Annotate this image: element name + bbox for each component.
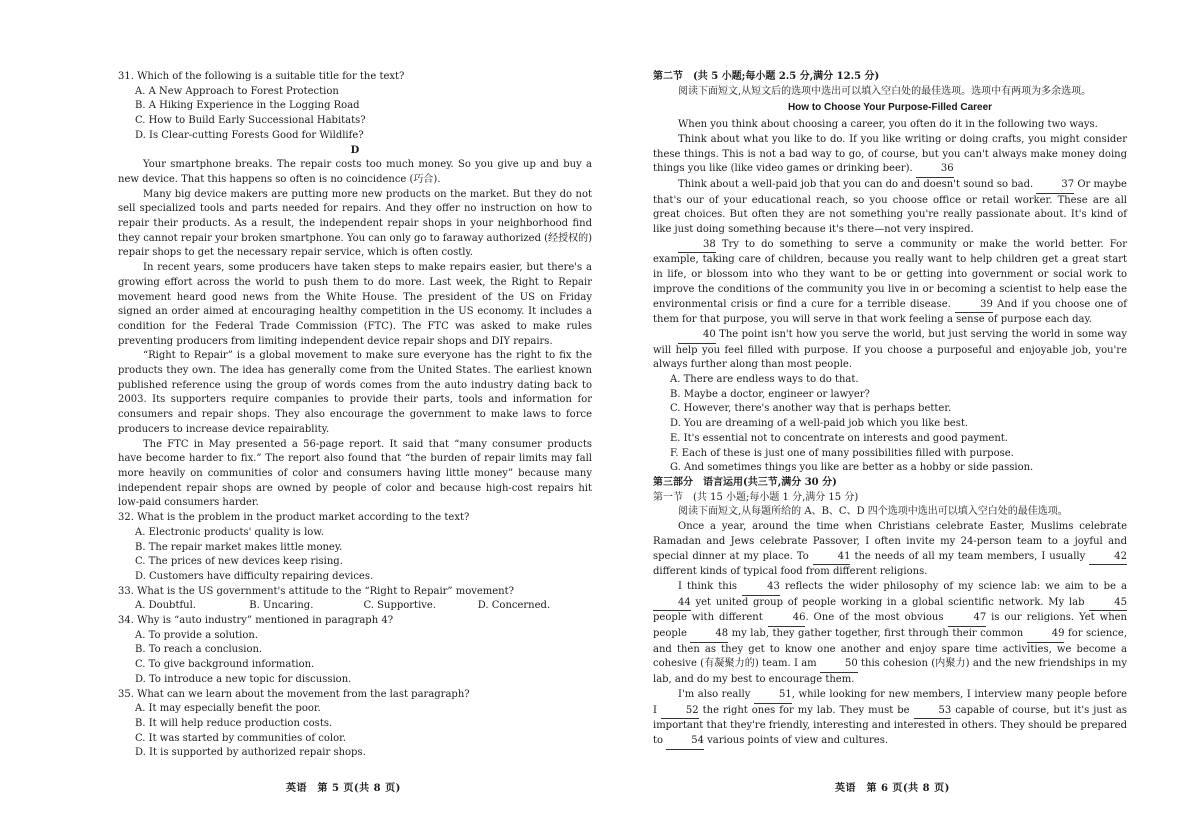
q32-option-b: B. The repair market makes little money. bbox=[135, 541, 343, 553]
question-33-stem: 33. What is the US government's attitude to the “Right to Repair” movement? bbox=[118, 585, 515, 597]
cloze-p2-text-b: reflects the wider philosophy of my science lab: we aim to be a bbox=[784, 580, 1127, 592]
passage-d-paragraph-5: The FTC in May presented a 56-page report. It said that “many consumer products have become harder to fix.” The report also found that “the burden of repair limits may fall more heavily on communities of color and consumers having little money” because many independent repair shops are owned by people of color and because high-cost repairs hit low-paid consumers harder. bbox=[118, 438, 592, 509]
passage-paragraph-5 bbox=[653, 328, 1127, 373]
q31-option-a: A. A New Approach to Forest Protection bbox=[135, 85, 339, 97]
passage-p5-text: The point isn't how you serve the world, but just serving the world in some way will help you feel filled with purpose. If you choose a purposeful and enjoyable job, you're always further along than most people. bbox=[653, 328, 1128, 371]
blank-50[interactable]: 50 bbox=[820, 657, 858, 673]
cloze-p2-text-i: this cohesion (内聚力) and the new friendships in my lab, and do my best to encourage them. bbox=[653, 658, 1127, 686]
q31-option-c: C. How to Build Early Successional Habitats? bbox=[135, 115, 366, 127]
q35-option-d: D. It is supported by authorized repair shops. bbox=[135, 747, 366, 759]
option-d: D. You are dreaming of a well-paid job which you like best. bbox=[670, 418, 969, 430]
part-3-instruction: 阅读下面短文,从每题所给的 A、B、C、D 四个选项中选出可以填入空白处的最佳选项。 bbox=[678, 506, 1068, 518]
left-page bbox=[118, 70, 592, 761]
blank-43[interactable]: 43 bbox=[742, 580, 780, 596]
page-footer-left: 英语 第 5 页(共 8 页) bbox=[286, 783, 401, 794]
option-e: E. It's essential not to concentrate on interests and good payment. bbox=[670, 432, 1008, 444]
cloze-paragraph-3 bbox=[653, 688, 1127, 750]
q31-option-b: B. A Hiking Experience in the Logging Road bbox=[135, 100, 360, 112]
cloze-p3-text-b: , while looking for new members, I interview many people before I bbox=[653, 688, 1128, 716]
passage-paragraph-2 bbox=[653, 133, 1127, 178]
passage-d-paragraph-4: “Right to Repair” is a global movement to make sure everyone has the right to fix the products they own. The idea has generally come from the United States. The earliest known published reference using the group of words comes from the auto industry dating back to 2003. Its supporters require companies to provide their parts, tools and information for consumers and repair shops. They also encourage the government to make laws to force producers to increase device repairablity. bbox=[118, 350, 592, 435]
blank-37[interactable]: 37 bbox=[1036, 178, 1074, 194]
blank-42[interactable]: 42 bbox=[1089, 550, 1127, 566]
passage-paragraph-1: When you think about choosing a career, you often do it in the following two ways. bbox=[678, 119, 1098, 131]
q34-option-c: C. To give background information. bbox=[135, 659, 315, 671]
passage-p4-text-a: Try to do something to serve a community or make the world better. For example, taking care of children, because you really want to help children get a great start in life, or blossom into who they want to be or getting into government or social work to improve the conditions of the community you live in or becoming a scientist to help ease the environmental crisis or find a cure for a terrible disease. bbox=[653, 238, 1127, 310]
cloze-p3-text-d: capable of course, but it's just as important that they're friendly, interesting and interested in others. They should be prepared to bbox=[653, 704, 1127, 746]
q35-option-b: B. It will help reduce production costs. bbox=[135, 717, 333, 729]
passage-d-paragraph-1: Your smartphone breaks. The repair costs too much money. So you give up and buy a new device. That this happens so often is no coincidence (巧合). bbox=[118, 159, 592, 185]
passage-p4-text-b: And if you choose one of them for that purpose, you will serve in that work feeling a sense of purpose each day. bbox=[653, 298, 1127, 326]
question-35-stem: 35. What can we learn about the movement from the last paragraph? bbox=[118, 688, 470, 700]
passage-paragraph-4 bbox=[653, 238, 1127, 328]
blank-41[interactable]: 41 bbox=[813, 550, 851, 566]
right-page bbox=[653, 70, 1127, 750]
blank-38[interactable]: 38 bbox=[678, 238, 716, 254]
cloze-p2-text-e: . One of the most obvious bbox=[805, 612, 944, 624]
cloze-p2-text-c: yet united group of people working in a global scientific network. My lab bbox=[695, 596, 1085, 608]
blank-39[interactable]: 39 bbox=[955, 298, 993, 314]
blank-46[interactable]: 46 bbox=[768, 611, 806, 627]
q33-option-a: A. Doubtful. bbox=[135, 600, 196, 612]
cloze-p2-text-g: my lab, they gather together, first through their common bbox=[731, 628, 1024, 640]
q34-option-d: D. To introduce a new topic for discussion. bbox=[135, 673, 352, 685]
q33-option-b: B. Uncaring. bbox=[249, 600, 314, 612]
blank-36[interactable]: 36 bbox=[916, 162, 954, 178]
section-2-heading: 第二节 (共 5 小题;每小题 2.5 分,满分 12.5 分) bbox=[653, 71, 880, 82]
blank-51[interactable]: 51 bbox=[754, 688, 792, 704]
q35-option-a: A. It may especially benefit the poor. bbox=[135, 703, 321, 715]
blank-40[interactable]: 40 bbox=[678, 328, 716, 344]
q33-options bbox=[118, 599, 592, 614]
passage-d-paragraph-3: In recent years, some producers have taken steps to make repairs easier, but there's a growing effort across the world to push them to do more. Last week, the Right to Repair movement heard good news from the White House. The president of the US on Friday signed an order aimed at encouraging healthy competition in the US economy. It includes a condition for the Federal Trade Commission (FTC). The FTC was asked to make rules preventing producers from limiting independent device repair shops and DIY repairs. bbox=[118, 262, 592, 347]
passage-p2-text: Think about what you like to do. If you like writing or doing crafts, you might consider these things. This is not a bad way to go, of course, but you can't always make money doing things you like (like video games or drinking beer). bbox=[653, 133, 1127, 175]
part-3-heading: 第三部分 语言运用(共三节,满分 30 分) bbox=[653, 476, 837, 488]
passage-title: How to Choose Your Purpose-Filled Career bbox=[787, 102, 993, 114]
question-32-stem: 32. What is the problem in the product market according to the text? bbox=[118, 512, 470, 524]
cloze-p3-text-c: the right ones for my lab. They must be bbox=[702, 704, 910, 716]
q33-option-c: C. Supportive. bbox=[363, 600, 437, 612]
blank-48[interactable]: 48 bbox=[690, 627, 728, 643]
cloze-p2-text-f: is our religions. Yet when people bbox=[653, 612, 1127, 640]
option-g: G. And sometimes things you like are better as a hobby or side passion. bbox=[670, 462, 1034, 474]
cloze-p3-text-a: I'm also really bbox=[678, 688, 751, 700]
option-c: C. However, there's another way that is perhaps better. bbox=[670, 403, 952, 415]
blank-49[interactable]: 49 bbox=[1027, 627, 1065, 643]
q34-option-b: B. To reach a conclusion. bbox=[135, 644, 263, 656]
q32-option-a: A. Electronic products' quality is low. bbox=[135, 526, 324, 538]
q32-option-c: C. The prices of new devices keep rising. bbox=[135, 556, 343, 568]
q33-option-d: D. Concerned. bbox=[477, 600, 551, 612]
passage-d-heading: D bbox=[350, 144, 360, 156]
passage-p3-text-a: Think about a well-paid job that you can do and doesn't sound so bad. bbox=[678, 178, 1034, 190]
blank-53[interactable]: 53 bbox=[914, 704, 952, 720]
cloze-p3-text-e: various points of view and cultures. bbox=[707, 734, 889, 746]
q35-option-c: C. It was started by communities of color. bbox=[135, 732, 346, 744]
cloze-paragraph-1 bbox=[653, 520, 1127, 580]
option-b: B. Maybe a doctor, engineer or lawyer? bbox=[670, 388, 870, 400]
page-footer-right: 英语 第 6 页(共 8 页) bbox=[835, 783, 950, 794]
question-31-stem: 31. Which of the following is a suitable title for the text? bbox=[118, 71, 405, 82]
cloze-p2-text-a: I think this bbox=[678, 580, 738, 592]
option-a: A. There are endless ways to do that. bbox=[670, 374, 859, 386]
cloze-paragraph-2 bbox=[653, 580, 1127, 688]
cloze-p2-text-h: for science, and then as they get to know one another and enjoy spare time activities, we become a cohesive (有凝聚力的) team. I am bbox=[653, 628, 1127, 670]
blank-44[interactable]: 44 bbox=[653, 596, 691, 612]
passage-p3-text-b: Or maybe that's our of your educational reach, so you choose office or retail worker. These are all great choices. But often they are not something you're really passionate about. It's kind of like just doing something because it's there—not very inspired. bbox=[653, 178, 1127, 236]
q32-option-d: D. Customers have difficulty repairing devices. bbox=[135, 570, 374, 582]
cloze-p1-text-b: the needs of all my team members, I usually bbox=[854, 550, 1086, 562]
blank-45[interactable]: 45 bbox=[1089, 596, 1127, 612]
section-2-instruction: 阅读下面短文,从短文后的选项中选出可以填入空白处的最佳选项。选项中有两项为多余选项。 bbox=[678, 85, 1092, 97]
blank-54[interactable]: 54 bbox=[666, 734, 704, 750]
blank-47[interactable]: 47 bbox=[948, 611, 986, 627]
q31-option-d: D. Is Clear-cutting Forests Good for Wildlife? bbox=[135, 129, 364, 141]
blank-52[interactable]: 52 bbox=[661, 704, 699, 720]
q34-option-a: A. To provide a solution. bbox=[135, 629, 259, 641]
cloze-p1-text-a: Once a year, around the time when Christians celebrate Easter, Muslims celebrate Ramadan and Jews celebrate Passover, I often invite my 24-person team to a joyful and special dinner at my place. To bbox=[653, 521, 1127, 562]
part-3-section-1-heading: 第一节 (共 15 小题;每小题 1 分,满分 15 分) bbox=[653, 491, 859, 503]
cloze-p1-text-c: different kinds of typical food from different religions. bbox=[653, 566, 928, 578]
option-f: F. Each of these is just one of many possibilities filled with purpose. bbox=[670, 447, 1014, 459]
question-34-stem: 34. Why is “auto industry” mentioned in paragraph 4? bbox=[118, 615, 394, 627]
passage-d-paragraph-2: Many big device makers are putting more new products on the market. But they do not sell specialized tools and parts needed for repairs. And they offer no instruction on how to repair their products. As a result, the independent repair shops in your neighborhood find they cannot repair your broken smartphone. You can only go to faraway authorized (经授权的) repair shops to get the necessary repair service, which is often costly. bbox=[118, 188, 592, 259]
cloze-p2-text-d: people with different bbox=[653, 612, 763, 624]
passage-paragraph-3 bbox=[653, 178, 1127, 238]
